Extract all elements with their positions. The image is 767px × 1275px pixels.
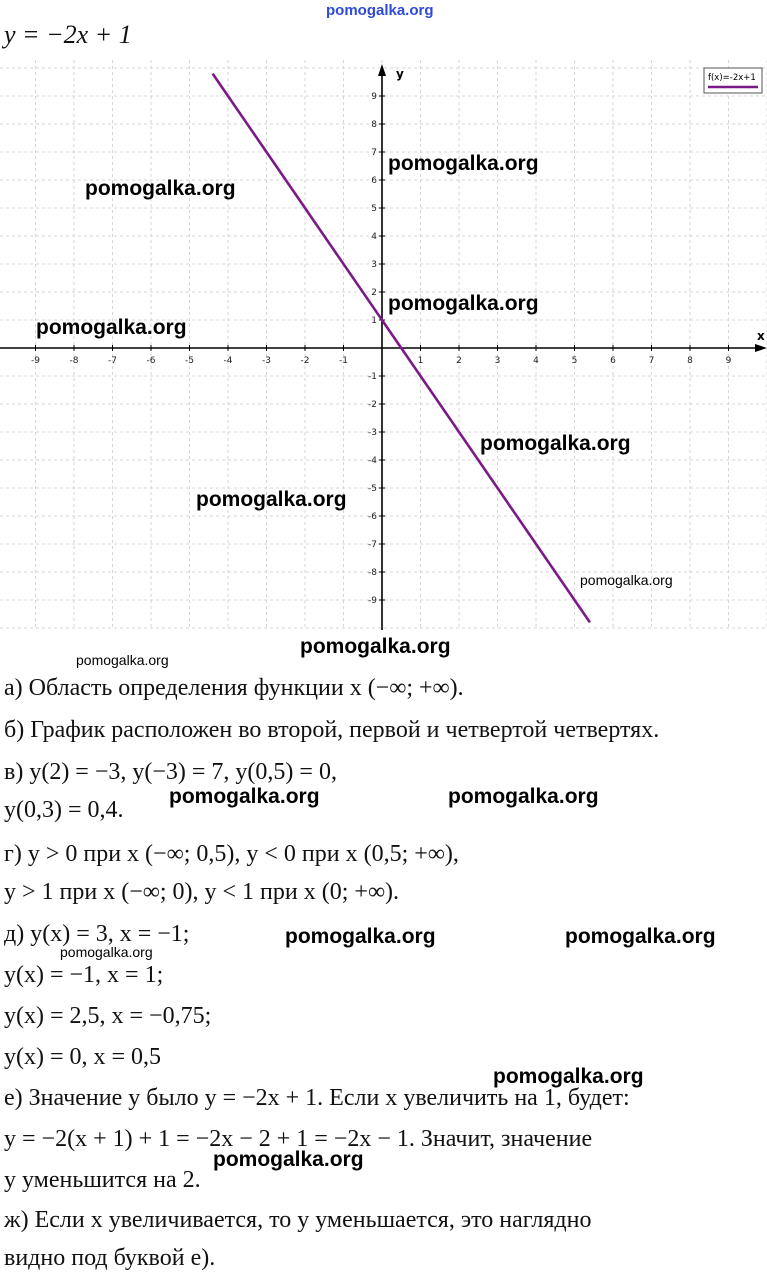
watermark: pomogalka.org (36, 316, 187, 339)
solution-line-g1: г) y > 0 при x (−∞; 0,5), y < 0 при x (0,5; +∞), (4, 841, 459, 867)
y-tick-label: -6 (368, 512, 377, 522)
y-tick-label: -2 (368, 400, 377, 410)
x-tick-label: -1 (339, 356, 348, 366)
solution-line-e2: y = −2(x + 1) + 1 = −2x − 2 + 1 = −2x − 1. Значит, значение (4, 1126, 593, 1152)
site-watermark-top: pomogalka.org (326, 2, 434, 19)
watermark: pomogalka.org (76, 652, 169, 668)
solution-line-d3: y(x) = 2,5, x = −0,75; (4, 1003, 212, 1029)
solution-line-d2: y(x) = −1, x = 1; (4, 962, 164, 988)
x-tick-label: -6 (146, 356, 156, 366)
solution-line-zh1: ж) Если x увеличивается, то y уменьшается, это наглядно (4, 1207, 592, 1233)
solution-line-v1: в) y(2) = −3, y(−3) = 7, y(0,5) = 0, (4, 759, 337, 785)
y-tick-label: -3 (368, 428, 377, 438)
function-graph (0, 60, 767, 690)
x-tick-label: -4 (223, 356, 233, 366)
x-axis-arrow (755, 344, 767, 352)
y-tick-label: 9 (371, 92, 377, 102)
y-tick-label: 2 (371, 288, 377, 298)
watermark: pomogalka.org (388, 292, 539, 315)
x-tick-label: -8 (69, 356, 79, 366)
x-tick-label: -9 (31, 356, 40, 366)
watermark: pomogalka.org (300, 635, 451, 658)
x-tick-label: 7 (648, 356, 655, 366)
watermark: pomogalka.org (448, 785, 599, 808)
y-tick-label: 5 (371, 204, 377, 214)
y-axis-arrow (378, 64, 386, 76)
solution-line-v2: y(0,3) = 0,4. (4, 797, 124, 823)
x-tick-label: 9 (725, 356, 732, 366)
x-tick-label: 6 (610, 356, 616, 366)
legend (704, 68, 762, 93)
watermark: pomogalka.org (60, 944, 153, 960)
y-axis-label: y (396, 67, 404, 81)
x-tick-label: 5 (571, 356, 578, 366)
y-tick-label: 7 (371, 148, 377, 158)
watermark: pomogalka.org (565, 925, 716, 948)
watermark: pomogalka.org (493, 1065, 644, 1088)
x-axis-label: x (757, 329, 765, 343)
x-tick-label: 1 (417, 356, 424, 366)
watermark: pomogalka.org (580, 572, 673, 588)
x-tick-label: 4 (533, 356, 539, 366)
y-tick-label: 8 (371, 120, 377, 130)
solution-line-e3: y уменьшится на 2. (4, 1167, 201, 1193)
watermark: pomogalka.org (169, 785, 320, 808)
function-equation: y = −2x + 1 (4, 20, 132, 49)
y-tick-label: -1 (368, 372, 377, 382)
x-tick-label: -2 (300, 356, 310, 366)
solution-line-g2: y > 1 при x (−∞; 0), y < 1 при x (0; +∞). (4, 879, 400, 905)
x-tick-label: -3 (262, 356, 271, 366)
y-tick-label: 1 (371, 316, 377, 326)
y-tick-label: -7 (368, 540, 377, 550)
solution-line-d4: y(x) = 0, x = 0,5 (4, 1044, 162, 1070)
y-tick-label: -5 (368, 484, 377, 494)
x-tick-label: 8 (687, 356, 693, 366)
y-tick-label: -9 (368, 596, 377, 606)
y-tick-label: -4 (368, 456, 377, 466)
solution-line-d1: д) y(x) = 3, x = −1; (4, 921, 190, 947)
watermark: pomogalka.org (480, 432, 631, 455)
solution-line-e1: е) Значение y было y = −2x + 1. Если x увеличить на 1, будет: (4, 1085, 630, 1111)
y-tick-label: -8 (368, 568, 377, 578)
y-tick-label: 4 (371, 232, 377, 242)
x-tick-label: -7 (108, 356, 117, 366)
watermark: pomogalka.org (213, 1148, 364, 1171)
solution-line-b: б) График расположен во второй, первой и четвертой четвертях. (4, 717, 660, 743)
legend-label: f(x)=-2x+1 (708, 73, 756, 83)
x-tick-label: 2 (456, 356, 462, 366)
y-tick-label: 6 (371, 176, 377, 186)
solution-line-a: а) Область определения функции x (−∞; +∞). (4, 675, 464, 701)
watermark: pomogalka.org (388, 152, 539, 175)
watermark: pomogalka.org (285, 925, 436, 948)
x-tick-label: 3 (494, 356, 501, 366)
solution-line-zh2: видно под буквой е). (4, 1245, 216, 1271)
x-tick-label: -5 (185, 356, 194, 366)
watermark: pomogalka.org (196, 488, 347, 511)
watermark: pomogalka.org (85, 177, 236, 200)
y-tick-label: 3 (371, 260, 377, 270)
